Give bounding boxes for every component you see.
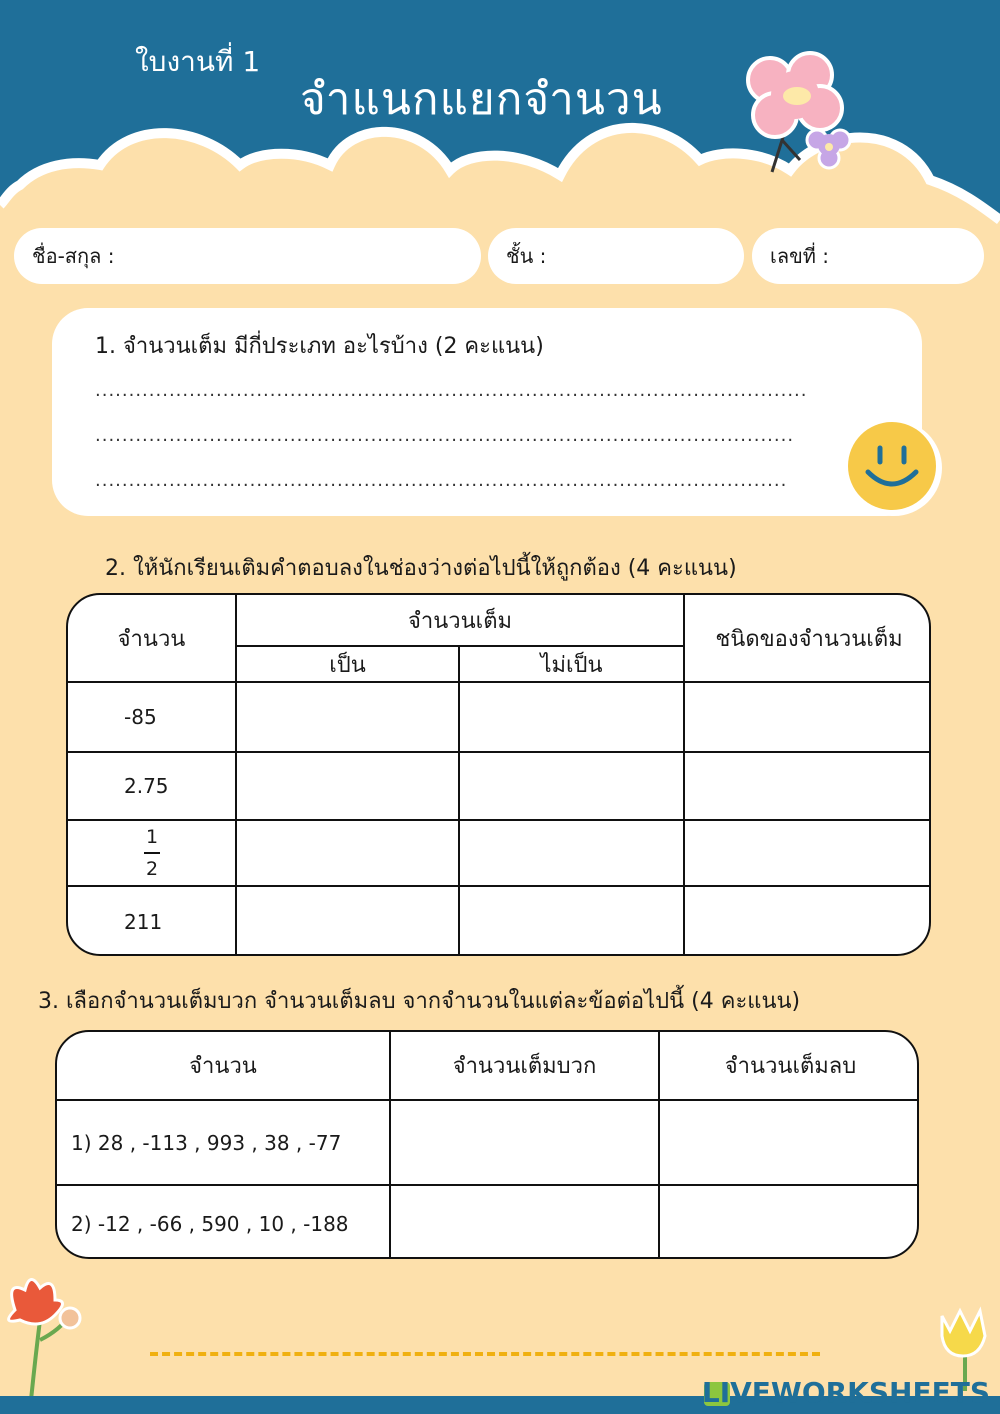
- answer-cell[interactable]: [237, 887, 458, 956]
- answer-line-3[interactable]: .......................................................................................................: [95, 470, 788, 491]
- answer-cell[interactable]: [685, 821, 931, 885]
- answer-cell[interactable]: [685, 887, 931, 956]
- row-numbers: 1) 28 , -113 , 993 , 38 , -77: [71, 1130, 342, 1155]
- row-numbers: 2) -12 , -66 , 590 , 10 , -188: [71, 1211, 349, 1236]
- answer-cell[interactable]: [237, 821, 458, 885]
- answer-cell[interactable]: [391, 1101, 658, 1184]
- positive-negative-table: [55, 1030, 919, 1259]
- answer-cell[interactable]: [460, 753, 683, 819]
- answer-cell[interactable]: [460, 887, 683, 956]
- fraction-bar: [144, 852, 160, 854]
- dashed-divider: [150, 1352, 820, 1356]
- answer-cell[interactable]: [660, 1101, 919, 1184]
- page-title: จำแนกแยกจำนวน: [300, 74, 663, 125]
- answer-cell[interactable]: [237, 753, 458, 819]
- row-value: 211: [124, 910, 163, 934]
- question-1-text: 1. จำนวนเต็ม มีกี่ประเภท อะไรบ้าง (2 คะแนน): [95, 334, 544, 359]
- integer-classification-table: [66, 593, 931, 956]
- name-field[interactable]: [14, 228, 481, 284]
- header-integer-type: ชนิดของจำนวนเต็ม: [715, 626, 903, 652]
- header-negative: จำนวนเต็มลบ: [724, 1054, 857, 1079]
- answer-cell[interactable]: [460, 683, 683, 751]
- header-is: เป็น: [329, 652, 366, 678]
- header-integer: จำนวนเต็ม: [408, 608, 512, 634]
- smiley-icon: [842, 416, 946, 520]
- header-positive: จำนวนเต็มบวก: [452, 1054, 597, 1079]
- answer-line-1[interactable]: ..........................................................................................................: [95, 380, 808, 401]
- answer-cell[interactable]: [391, 1186, 658, 1259]
- class-field[interactable]: [488, 228, 744, 284]
- answer-cell[interactable]: [685, 753, 931, 819]
- row-value: -85: [124, 705, 157, 729]
- class-label: ชั้น :: [506, 244, 547, 268]
- answer-cell[interactable]: [460, 821, 683, 885]
- answer-cell[interactable]: [237, 683, 458, 751]
- answer-cell[interactable]: [685, 683, 931, 751]
- worksheet-number: ใบงานที่ 1: [135, 45, 261, 78]
- question-2-text: 2. ให้นักเรียนเติมคำตอบลงในช่องว่างต่อไปนี้ให้ถูกต้อง (4 คะแนน): [105, 556, 737, 581]
- number-label: เลขที่ :: [770, 244, 830, 268]
- row-value-fraction: [144, 821, 160, 885]
- header-number: จำนวน: [117, 626, 186, 652]
- header-number: จำนวน: [189, 1054, 257, 1079]
- fraction-denominator: 2: [145, 858, 159, 880]
- answer-line-2[interactable]: ........................................................................................................: [95, 425, 795, 446]
- red-flower-icon: [0, 1270, 100, 1414]
- question-3-text: 3. เลือกจำนวนเต็มบวก จำนวนเต็มลบ จากจำนวนในแต่ละข้อต่อไปนี้ (4 คะแนน): [38, 989, 801, 1014]
- row-value: 2.75: [124, 774, 169, 798]
- header-is-not: ไม่เป็น: [540, 652, 603, 678]
- name-label: ชื่อ-สกุล :: [32, 244, 115, 268]
- fraction-numerator: 1: [145, 826, 159, 848]
- number-field[interactable]: [752, 228, 984, 284]
- brand-wordmark: LIVEWORKSHEETS: [701, 1376, 990, 1409]
- answer-cell[interactable]: [660, 1186, 919, 1259]
